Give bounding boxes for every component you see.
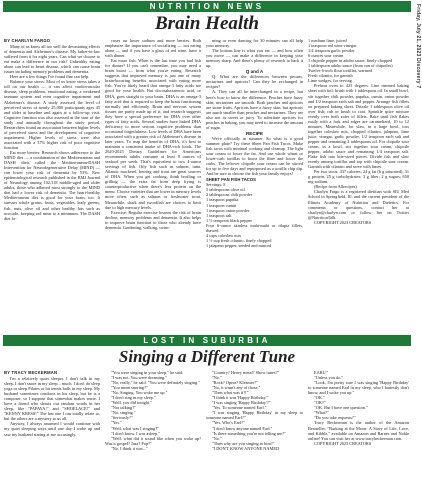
column-paragraph: "I don't sing in my sleep." [111,395,156,401]
column-paragraph: "Unless you do." [314,375,344,381]
ingredient-item: 2 tablespoons chili powder [206,192,253,198]
ingredient-item: 1 ½ teaspoon black pepper [206,217,252,223]
column-paragraph: "Well, what was I singing?" [111,425,159,431]
ingredient-item: 4 cups coleslaw mix [206,232,241,238]
ingredient-item: 1 tablespoon adobo sauce (from can of chipotles) [308,63,393,69]
qa-paragraph: Q: What are the differences between pecans, nectarines and apricots? Can they be exchanged in recipes? [206,74,303,90]
column-paragraph: Anyway, I always assumed I would continue with my quiet sleeping ways until one day I woke up and saw my husband staring at me accusingly. [4,421,100,437]
column-paragraph: "OK?" [314,400,326,406]
column-paragraph: "Yes. To someone named Earl." [212,405,267,411]
ingredient-item: 1 teaspoon red wine vinegar [308,43,357,49]
column-paragraph: "Yes." [111,420,122,426]
recipe-paragraph: Preheat oven to 425 degrees. Line rimmed baking sheet with foil; brush with 1 tablespoon oil. In small bowl, stir together chili powder, paprika, cumin, onion powder and 1/2 teaspoon each salt and pepper. Arrange fish fillets on prepared baking sheet. Drizzle 1 tablespoon olive oil over fish; rub or brush to coat. Sprinkle spice mixture evenly over both sides of fillets. Bake until fish flakes easily with a fork and edges are caramelized, 10 to 12 minutes. Meanwhile, for slaw, in a large bowl, toss together coleslaw mix, chopped cilantro, jalapeno, lime juice, vinegar, garlic powder, 1/2 teaspoon each salt and pepper and remaining 2 tablespoons oil. For chipotle sour cream, in a bowl, stir together sour cream, chipotle pepper, adobo sauce and remaining 1/4 teaspoon salt. Flake fish into bite-sized pieces. Divide fish and slaw evenly among tortillas and top with chipotle sour cream. Garnish with cilantro and serve with limes. [308,83,409,170]
ingredient-item: 1 ½ cup fresh cilantro, finely chopped [206,237,272,243]
brain-column-3 [206,38,303,332]
ingredient-item: 1 teaspoon salt [206,212,232,218]
section-band-suburbia: LOST IN SUBURBIA [3,335,411,346]
qa-heading: Q and A [245,69,264,75]
column-paragraph: "No. I think it was..." [111,445,148,451]
column-paragraph: "Is there something you're not telling me?" [212,430,286,436]
brain-column-4 [308,38,409,332]
recipe-heading: RECIPE [245,130,264,136]
column-paragraph: COPYRIGHT 2023 CREATORS [314,440,372,446]
article-paragraph: Eat more fish: When is the last time you had fish for dinner? If you can't remember, you may need a brain boost — from what you're eating. Research suggests that improved memory is just one of many brain-boosting benefits associated with eating more fish. You've likely heard that omega-3 fatty acids are good for your health. But docosahexaenoic acid, or DHA, goes straight to your brain. DHA is an omega-3 fatty acid that is required to keep the brain functioning normally and efficiently. Brain and nervous system tissues are partly made up of it, and research suggests they have a special preference for DHA over other types of fatty acids. Several studies have linked DHA deficiency to more serious cognitive problems than occasional forgetfulness. Low levels of DHA have been associated with a greater risk of Alzheimer's disease in later years. To reap the benefits of DHA, it's best to maintain a consistent intake of DHA-rich foods. The 2020-2025 Dietary Guidelines for Americans recommends adults consume at least 8 ounces of seafood per week. That's equivalent to two 4-ounce servings of fish. Oily fish such as salmon, tuna, Atlantic mackerel, herring and trout are great sources of DHA. When you get cooking, think broiling or grilling — the extra fat from deep frying is counterproductive when there's less protein on the menu. Choose varieties that are lower in mercury levels more often, such as salmon or freshwater trout. Meanwhile, shark and swordfish are choices to limit due to high mercury levels. [105,58,201,210]
column-paragraph: "Well, what did it sound like when you woke up? Was it gospel? Jazz? Pop?" [105,435,201,446]
single-byline: BY TRACY BECKERMAN [4,370,58,375]
column-paragraph: "I don't know. I was asleep." [111,430,160,436]
column-paragraph: "I was singing 'Happy Birthday' in my sleep to someone named Earl?" [206,410,303,421]
brain-column-1 [4,44,100,332]
column-paragraph: "No, singing." [111,410,136,416]
column-paragraph: "Do you take requests?" [314,415,356,421]
recipe-paragraph: Per two tacos: 437 calories; 24 g fat (6 g saturated); 31 g protein, 25 g carbohydrates; 3 g fiber; 2 g sugars; 650 mg sodium. [308,169,409,185]
recipe-title: SHEET PAN FISH TACOS [206,177,256,183]
ingredient-item: 6 ounces sour cream [308,53,344,59]
column-paragraph: "You were singing in your sleep," he said. [111,370,184,375]
column-paragraph: "I was singing 'Happy Birthday'?" [212,400,271,406]
column-paragraph: "You mean snoring?" [111,385,148,391]
ingredient-item: 1/4 teaspoon garlic powder [308,48,355,54]
article-paragraph: Eat more berries: Research shows adherence to the MIND diet — a combination of the Mediterranean and DASH diets called the Mediterranean-DASH Intervention for Neurodegenerative Delay (MIND) — can lower your risk of dementia by 53%. New epidemiological research published in the BMJ Journal of Neurology among 102,318 middle-aged and older adults, those who adhered most strongly to the MIND diet had a lower risk of dementia. The heart-healthy Mediterranean diet is good for your brain, too. It stresses whole grains, fruits, vegetables, leafy greens, fish, nuts, olive oil and other healthy fats such as avocado, keeping red meat to a minimum. The DASH diet fo- [4,149,100,221]
column-paragraph: "No." [212,435,222,441]
recipe-servings: Servings: 8 [206,182,226,188]
column-paragraph: EARL!" [314,370,329,375]
column-paragraph: "What?" [314,410,329,416]
brain-column-2 [105,38,201,332]
column-paragraph: "I don't know anyone named Earl." [212,425,273,431]
ingredient-item: 1 teaspoon paprika [206,197,239,203]
column-paragraph: "Look, I'm pretty sure I was singing 'Happy Birthday' to someone named Earl in my sleep, who I honestly don't know, and I woke you up." [308,380,409,396]
recipe-paragraph: Charlyn Fargo is a registered dietitian with SIU Med School in Springfield, Ill. and the current president of the Illinois Academy of Nutrition and Dietetics. For comments or questions, contact her at charlyn@charlyn.com or follow her on Twitter @NutritionTalk. [308,189,409,220]
article-paragraph: Exercise: Regular exercise lessens the risk of brain decline, memory problems and dementia. It also helps to improve brain function to those who already have dementia. Gardening, walking, swim- [105,209,201,230]
single-column-4 [308,370,409,478]
ingredient-item: 1 teaspoon cumin [206,202,237,208]
column-paragraph: "OK." [314,395,325,401]
single-column-2 [105,370,201,478]
column-paragraph: "Rock? Opera? Klezmer?" [212,380,258,386]
recipe-intro-paragraph: We're officially in summer. So what is a good summer plate? Try these Sheet Pan Fish Tacos. Make fish tacos with minimal cooking and cleanup. The light sour cream to lower the fat. And use whole wheat or lower-carb tortillas to boost the fiber and lower the carbs. The leftover chipotle sour cream can be stirred for up to five days and repurposed as a tortilla chip dip. And be sure to choose the fish your family enjoys! [206,135,303,177]
ingredient-item: 1 jalapeno pepper, seeded and minced [206,242,272,248]
brain-health-headline: Brain Health [155,13,259,34]
article-paragraph: Many of us know all too well the devastating effects of dementia and Alzheimer's disease. My father-in-law suffered from it for eight years. Can what we choose to eat make a difference in our risk? Unhealthy eating alone can lead to heart disease, which can cause brain issues including memory problems and dementia. [4,44,100,75]
ingredient-item: Fresh cilantro, for garnish [308,73,353,79]
column-paragraph: "Then what was it?!" [212,390,249,396]
column-paragraph: "No, really," he said. "You were definitely singing." [111,380,201,386]
column-paragraph: "I think it was 'Happy Birthday.'" [212,395,270,401]
article-paragraph: The bottom line is what you eat — and how often you move — can make a difference in keeping your memory sharp. And there's plenty of research to back it up. [206,48,303,69]
column-paragraph: I'm a relatively quiet sleeper. I don't talk in my sleep. I don't snore in my sleep... much. I don't do sleep yoga or sleep Pilates or hit tennis balls in my sleep. My husband sometimes conducts in his sleep, but he is a composer, so I suppose that somewhat makes sense. I have a friend who shouts out random words in her sleep, like "PAPAYA!" and "SHOELACE!" and "KENNY KRESS!" The last one I can totally relate to, but the others are a mystery to us all. [4,376,100,422]
page-sidebar [413,0,422,480]
ingredient-item: Twelve 6-inch flour tortillas, warmed [308,68,373,74]
qa-paragraph: A: They can all be interchanged in a recipe, but here's how to know the difference. Peaches have fuzzy skin; nectarines are smooth. Both peaches and apricots are stone fruits. Apricots have a fuzzy skin, but apricots are much smaller than peaches and nectarines. They are also not as sweet or juicy. To substitute apricots for peaches in baking, you may need to increase the amount of sugar. [206,89,303,130]
column-paragraph: Tracy Beckerman is the author of the Amazon Bestseller, "Barking at the Moon: A Story of Life, Love, and Kibble," available on Amazon and Barnes and Noble online! You can visit her at www.tracybeckerman.com. [308,420,409,441]
column-paragraph: "No, it wasn't any of those." [212,385,261,391]
column-paragraph: "Country? Heavy metal? Show tunes?" [212,370,280,375]
column-paragraph: "OK. But I have one question." [314,405,368,411]
recipe-paragraph: (Recipe from Allrecipes) [314,184,357,190]
single-column-3 [206,370,303,478]
single-headline: Singing a Different Tune [118,347,296,366]
brain-byline: BY CHARLYN FARGO [4,38,51,43]
column-paragraph: "Yes. Who's Earl?" [212,420,245,426]
article-paragraph: Here are a few things I've found that can help. [10,74,90,80]
column-paragraph: "Not talking?" [111,405,136,411]
single-column-1 [4,376,100,478]
column-paragraph: "Then why are you singing to him?" [212,440,275,446]
column-paragraph: "I was not. You were dreaming." [111,375,168,381]
ingredient-item: Four 6-ounce skinless mahi-mahi or tilapia fillets, thawed [206,222,303,233]
recipe-paragraph: COPYRIGHT 2023 CREATORS [314,219,372,225]
column-paragraph: "I DON'T KNOW ANYONE NAMED [212,445,280,451]
column-paragraph: "No. Singing. You woke me up." [111,390,168,396]
section-band-nutrition: NUTRITION NEWS [3,1,411,12]
ingredient-item: 5 tablespoons olive oil [206,187,245,193]
article-paragraph: Balance your stress: Most of us know stress takes a toll on our health — it can affect cardiovascular disease, sleep problems, emotional eating, a weakened immune system and even cognitive impairment and Alzheimer's disease. A study assessed the level of perceived stress of nearly 25,000 participants ages 45 and older at baseline and again at a follow-up visit. Cognitive function was also assessed at the start of the study and annually throughout the study period. Researchers found an association between higher levels of perceived stress and the development of cognitive impairment. Higher levels of stress were also associated with a 37% higher risk of poor cognitive function. [4,79,100,150]
page-folio: Friday, July 21, 2023 Discovery 7 [415,4,421,89]
column-paragraph: "Seriously?" [111,415,133,421]
article-paragraph: cuses on lower sodium and more berries. Both emphasize the importance of socializing — not eating alone — and if you have a glass of red wine, have it with dinner. [105,38,201,59]
ingredient-item: 1 medium lime, juiced [308,38,347,43]
ingredient-item: 1 chipotle pepper in adobo sauce, finely chopped [308,58,393,64]
ingredient-item: 1 teaspoon onion powder [206,207,250,213]
ingredient-item: Lime wedges, for serving [308,78,352,84]
article-paragraph: ming or even dancing for 30 minutes can all help your memory. [206,38,303,49]
column-paragraph: "No." [212,375,222,381]
column-paragraph: "Well, you did tonight." [111,400,152,406]
